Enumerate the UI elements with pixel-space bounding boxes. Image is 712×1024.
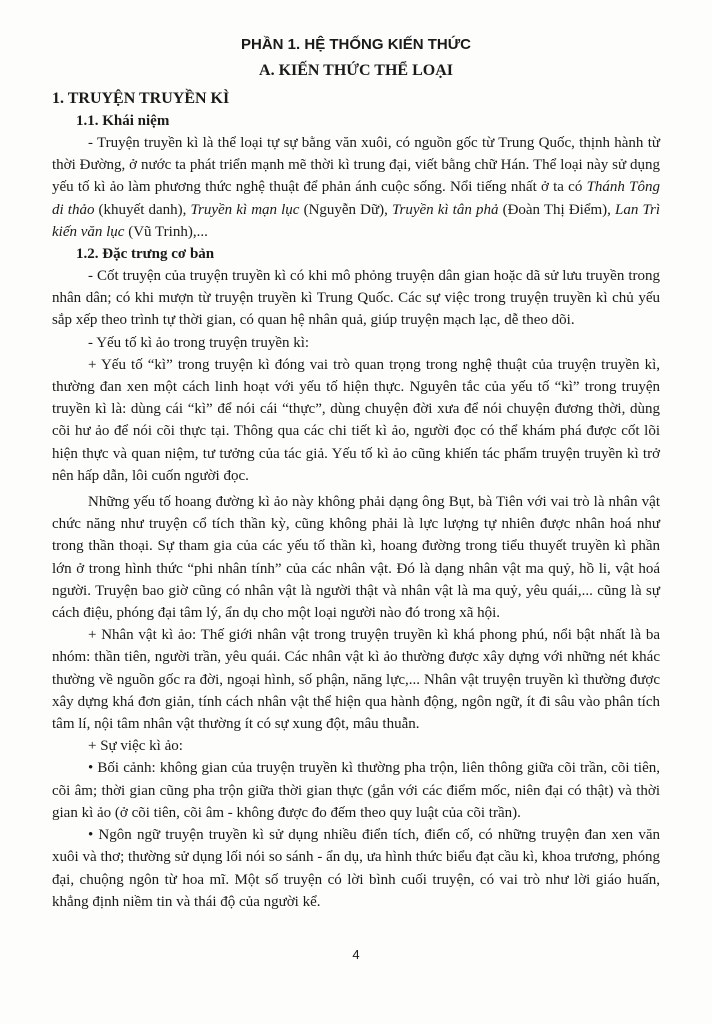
work-title-3: Truyền kì tân phả — [391, 201, 499, 218]
features-paragraph-language: • Ngôn ngữ truyện truyền kì sử dụng nhiều điển tích, điển cố, có những truyện đan xen văn xuôi và thơ; thường sử dụng lối nói so sánh - ẩn dụ, ưa hình thức biểu đạt cầu kì, khoa trương, phóng đại, chuộng ngôn từ hoa mĩ. Một số truyện có lời bình cuối truyện, có vai trò như lời giáo huấn, khẳng định niềm tin và thái độ của người kể. — [52, 827, 660, 910]
features-paragraph-ki-element: + Yếu tố “kì” trong truyện kì đóng vai trò quan trọng trong nghệ thuật của truyện truyền kì, thường đan xen một cách linh hoạt với yếu tố hiện thực. Nguyên tắc của yếu tố “kì” trong truyện truyền kì là: dùng cái “kì” để nói cái “thực”, dùng chuyện đời xưa để nói chuyện đương thời, dùng cõi hư ảo để nói cõi thực tại. Thông qua các chi tiết kì ảo, người đọc có thể khám phá được cốt lõi hiện thực và quan niệm, tư tưởng của tác giả. Yếu tố kì ảo cũng khiến tác phẩm truyện truyền kì trở nên hấp dẫn, lôi cuốn người đọc. — [52, 356, 660, 484]
concept-paragraph — [52, 132, 660, 243]
concept-text-3: (Nguyễn Dữ), — [299, 201, 392, 218]
concept-text-5: (Vũ Trinh),... — [124, 223, 208, 240]
features-paragraph-characters: + Nhân vật kì ảo: Thế giới nhân vật trong truyện truyền kì khá phong phú, nổi bật nhất là ba nhóm: thần tiên, người trần, yêu quái. Các nhân vật kì ảo thường được xây dựng với những nét khác thường về nguồn gốc ra đời, ngoại hình, số phận, năng lực,... Nhân vật truyện truyền kì thường được xây dựng khá đơn giản, tính cách nhân vật thể hiện qua hành động, ngôn ngữ, ít đi sâu vào phân tích tâm lí, nội tâm nhân vật thường ít có sự xung đột, mâu thuẫn. — [52, 627, 660, 733]
part-title: PHẦN 1. HỆ THỐNG KIẾN THỨC — [241, 36, 471, 53]
heading-1: 1. TRUYỆN TRUYỀN KÌ — [52, 90, 230, 107]
concept-text-2: (khuyết danh), — [94, 201, 191, 218]
features-paragraph-events-intro: + Sự việc kì ảo: — [88, 738, 183, 755]
features-paragraph-setting: • Bối cảnh: không gian của truyện truyền kì thường pha trộn, liên thông giữa cõi trần, cõi tiên, cõi âm; thời gian cũng pha trộn giữa thời gian thực (gắn với các điểm mốc, niên đại có thật) và thời gian kì ảo (ở cõi tiên, cõi âm - không được đo đếm theo quy luật của cõi trần). — [52, 760, 660, 821]
concept-text-1: - Truyện truyền kì là thể loại tự sự bằng văn xuôi, có nguồn gốc từ Trung Quốc, thịnh hành từ thời Đường, ở nước ta phát triển mạnh mẽ thời kì trung đại, viết bằng chữ Hán. Thể loại này sử dụng yếu tố kì ảo làm phương thức nghệ thuật để phản ánh cuộc sống. Nổi tiếng nhất ở ta có — [52, 135, 660, 196]
features-paragraph-plot: - Cốt truyện của truyện truyền kì có khi mô phỏng truyện dân gian hoặc dã sử lưu truyền trong nhân dân; có khi mượn từ truyện truyền kì Trung Quốc. Các sự việc trong truyện truyền kì chủ yếu sắp xếp theo trình tự thời gian, có quan hệ nhân quả, giúp truyện mạch lạc, dễ theo dõi. — [52, 268, 660, 329]
features-paragraph-supernatural: Những yếu tố hoang đường kì ảo này không phải dạng ông Bụt, bà Tiên với vai trò là nhân vật chức năng như truyện cổ tích thần kỳ, cũng không phải là lực lượng tự nhiên được nhân hoá như trong thần thoại. Sự tham gia của các yếu tố thần kì, hoang đường trong tiểu thuyết truyền kì phần lớn ở trong hình thức “phi nhân tính” của các nhân vật. Đó là dạng nhân vật ma quỷ, hồ li, vật hoá người. Truyện bao giờ cũng có nhân vật là người thật và nhân vật là ma quỷ, yêu quái,... cũng là sự cách điệu, phóng đại tâm lý, ẩn dụ cho một loại người nào đó trong xã hội. — [52, 494, 660, 622]
heading-1-2: 1.2. Đặc trưng cơ bản — [76, 246, 215, 263]
work-title-4: Lan Trì kiến văn lục — [52, 201, 660, 240]
features-paragraph-fantasy-intro: - Yếu tố kì ảo trong truyện truyền kì: — [88, 334, 310, 351]
work-title-1: Thánh Tông di thảo — [52, 179, 660, 218]
section-title: A. KIẾN THỨC THỂ LOẠI — [259, 62, 453, 79]
page-number: 4 — [352, 947, 360, 962]
concept-text-4: (Đoàn Thị Điểm), — [498, 201, 616, 218]
heading-1-1: 1.1. Khái niệm — [76, 113, 170, 129]
work-title-2: Truyền kì mạn lục — [190, 201, 300, 218]
